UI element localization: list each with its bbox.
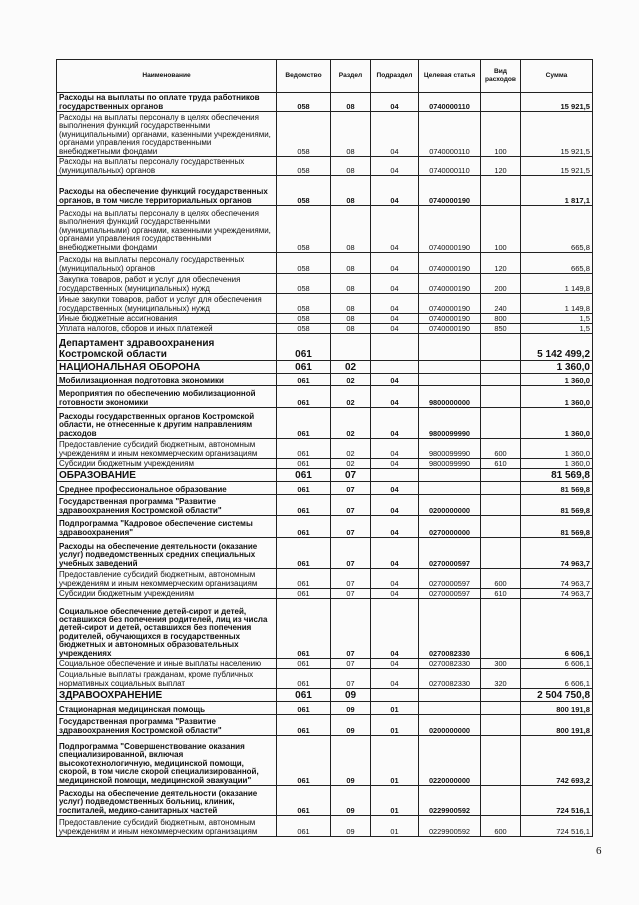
cell-amount: 74 963,7 xyxy=(521,569,593,589)
cell-dept: 061 xyxy=(277,599,331,659)
cell-subsection: 01 xyxy=(371,736,419,786)
cell-subsection: 04 xyxy=(371,589,419,599)
cell-amount: 81 569,8 xyxy=(521,469,593,482)
cell-subsection: 04 xyxy=(371,516,419,538)
cell-name: Закупка товаров, работ и услуг для обеспечения государственных (муниципальных) нужд xyxy=(57,274,277,294)
cell-name: Социальное обеспечение и иные выплаты населению xyxy=(57,659,277,669)
cell-name: Предоставление субсидий бюджетным, автономным учреждениям и иным некоммерческим организациям xyxy=(57,816,277,837)
cell-name: Мобилизационная подготовка экономики xyxy=(57,374,277,386)
table-row xyxy=(57,589,593,599)
cell-amount: 81 569,8 xyxy=(521,482,593,495)
cell-name: НАЦИОНАЛЬНАЯ ОБОРОНА xyxy=(57,361,277,374)
cell-dept: 061 xyxy=(277,786,331,816)
cell-name: Социальные выплаты гражданам, кроме публичных нормативных социальных выплат xyxy=(57,669,277,689)
cell-target: 0740000190 xyxy=(419,294,481,314)
cell-subsection: 01 xyxy=(371,786,419,816)
cell-dept: 058 xyxy=(277,314,331,324)
cell-subsection xyxy=(371,689,419,702)
cell-dept: 061 xyxy=(277,702,331,715)
cell-exp-type xyxy=(481,176,521,206)
table-row xyxy=(57,538,593,569)
cell-amount: 15 921,5 xyxy=(521,112,593,157)
table-row xyxy=(57,253,593,274)
cell-dept: 061 xyxy=(277,569,331,589)
cell-section: 07 xyxy=(331,538,371,569)
cell-name: Мероприятия по обеспечению мобилизационной готовности экономики xyxy=(57,386,277,408)
cell-name: Среднее профессиональное образование xyxy=(57,482,277,495)
cell-exp-type xyxy=(481,386,521,408)
cell-exp-type xyxy=(481,736,521,786)
cell-subsection: 04 xyxy=(371,314,419,324)
cell-dept: 058 xyxy=(277,112,331,157)
table-row xyxy=(57,439,593,459)
cell-name: Иные бюджетные ассигнования xyxy=(57,314,277,324)
cell-section xyxy=(331,334,371,361)
cell-target: 0740000110 xyxy=(419,157,481,176)
cell-target xyxy=(419,689,481,702)
table-row xyxy=(57,361,593,374)
cell-target: 0200000000 xyxy=(419,495,481,516)
cell-target: 0740000190 xyxy=(419,324,481,334)
cell-name: Расходы на выплаты по оплате труда работников государственных органов xyxy=(57,93,277,112)
cell-name: Предоставление субсидий бюджетным, автономным учреждениям и иным некоммерческим организациям xyxy=(57,569,277,589)
cell-subsection: 04 xyxy=(371,294,419,314)
cell-amount: 665,8 xyxy=(521,253,593,274)
cell-subsection: 04 xyxy=(371,538,419,569)
cell-name: Расходы на обеспечение деятельности (оказание услуг) подведомственных средних специальных учебных заведений xyxy=(57,538,277,569)
table-row xyxy=(57,569,593,589)
cell-target: 0740000190 xyxy=(419,176,481,206)
header-section: Раздел xyxy=(331,60,371,93)
cell-dept: 061 xyxy=(277,459,331,469)
cell-section: 07 xyxy=(331,659,371,669)
table-row xyxy=(57,334,593,361)
cell-subsection: 04 xyxy=(371,459,419,469)
cell-name: Подпрограмма "Совершенствование оказания специализированной, включая высокотехнологичную, медицинской помощи, скорой, в том числе скорой специализированной, медицинской помощи, медицинской эвакуации" xyxy=(57,736,277,786)
cell-exp-type xyxy=(481,361,521,374)
cell-dept: 058 xyxy=(277,157,331,176)
cell-subsection: 04 xyxy=(371,93,419,112)
cell-section: 08 xyxy=(331,253,371,274)
cell-amount: 1,5 xyxy=(521,314,593,324)
table-row xyxy=(57,659,593,669)
cell-section: 08 xyxy=(331,157,371,176)
cell-exp-type xyxy=(481,786,521,816)
cell-exp-type: 610 xyxy=(481,589,521,599)
cell-target: 0270082330 xyxy=(419,669,481,689)
cell-section: 09 xyxy=(331,736,371,786)
cell-amount: 81 569,8 xyxy=(521,516,593,538)
cell-dept: 061 xyxy=(277,386,331,408)
table-row xyxy=(57,702,593,715)
cell-target: 0740000190 xyxy=(419,206,481,253)
table-row xyxy=(57,93,593,112)
cell-name: Расходы на выплаты персоналу в целях обеспечения выполнения функций государственными (муниципальными) органами, казенными учреждениями, органами управления государственными внебюджетными фондами xyxy=(57,112,277,157)
cell-dept: 058 xyxy=(277,253,331,274)
cell-amount: 1,5 xyxy=(521,324,593,334)
cell-section: 02 xyxy=(331,459,371,469)
table-row xyxy=(57,324,593,334)
cell-dept: 058 xyxy=(277,274,331,294)
cell-exp-type: 850 xyxy=(481,324,521,334)
cell-name: Государственная программа "Развитие здравоохранения Костромской области" xyxy=(57,495,277,516)
table-row xyxy=(57,689,593,702)
cell-amount: 800 191,8 xyxy=(521,702,593,715)
table-row xyxy=(57,715,593,736)
cell-exp-type xyxy=(481,495,521,516)
cell-dept: 061 xyxy=(277,361,331,374)
cell-name: ЗДРАВООХРАНЕНИЕ xyxy=(57,689,277,702)
cell-subsection: 01 xyxy=(371,715,419,736)
cell-amount: 724 516,1 xyxy=(521,786,593,816)
cell-section: 07 xyxy=(331,482,371,495)
cell-amount: 74 963,7 xyxy=(521,589,593,599)
cell-section: 08 xyxy=(331,93,371,112)
cell-subsection xyxy=(371,334,419,361)
cell-name: Расходы на выплаты персоналу государственных (муниципальных) органов xyxy=(57,157,277,176)
cell-dept: 061 xyxy=(277,469,331,482)
table-row xyxy=(57,482,593,495)
cell-exp-type: 610 xyxy=(481,459,521,469)
header-exp-type: Вид расходов xyxy=(481,60,521,93)
cell-exp-type xyxy=(481,715,521,736)
cell-section: 09 xyxy=(331,816,371,837)
cell-amount: 6 606,1 xyxy=(521,599,593,659)
cell-target: 0229900592 xyxy=(419,786,481,816)
cell-amount: 15 921,5 xyxy=(521,93,593,112)
page-number: 6 xyxy=(596,845,602,857)
cell-amount: 1 360,0 xyxy=(521,459,593,469)
cell-section: 02 xyxy=(331,439,371,459)
cell-amount: 74 963,7 xyxy=(521,538,593,569)
cell-target: 0200000000 xyxy=(419,715,481,736)
cell-amount: 1 149,8 xyxy=(521,294,593,314)
cell-exp-type: 200 xyxy=(481,274,521,294)
table-row xyxy=(57,386,593,408)
cell-target: 9800000000 xyxy=(419,386,481,408)
cell-target xyxy=(419,361,481,374)
cell-amount: 1 360,0 xyxy=(521,439,593,459)
cell-section: 09 xyxy=(331,715,371,736)
cell-name: Расходы на обеспечение функций государственных органов, в том числе территориальных органов xyxy=(57,176,277,206)
cell-subsection: 01 xyxy=(371,702,419,715)
cell-section: 07 xyxy=(331,516,371,538)
cell-exp-type xyxy=(481,408,521,439)
cell-target: 0270000597 xyxy=(419,538,481,569)
cell-section: 08 xyxy=(331,176,371,206)
cell-amount: 1 360,0 xyxy=(521,374,593,386)
cell-section: 08 xyxy=(331,294,371,314)
cell-name: Иные закупки товаров, работ и услуг для обеспечения государственных (муниципальных) нужд xyxy=(57,294,277,314)
cell-dept: 061 xyxy=(277,374,331,386)
cell-exp-type xyxy=(481,516,521,538)
cell-dept: 061 xyxy=(277,689,331,702)
cell-subsection: 04 xyxy=(371,253,419,274)
cell-exp-type: 600 xyxy=(481,569,521,589)
cell-target: 0740000190 xyxy=(419,314,481,324)
cell-exp-type: 300 xyxy=(481,659,521,669)
cell-dept: 058 xyxy=(277,93,331,112)
cell-amount: 15 921,5 xyxy=(521,157,593,176)
cell-section: 07 xyxy=(331,599,371,659)
cell-name: Субсидии бюджетным учреждениям xyxy=(57,589,277,599)
cell-amount: 1 149,8 xyxy=(521,274,593,294)
cell-amount: 1 360,0 xyxy=(521,386,593,408)
budget-table xyxy=(56,59,593,837)
cell-name: Субсидии бюджетным учреждениям xyxy=(57,459,277,469)
cell-exp-type: 100 xyxy=(481,112,521,157)
cell-section: 08 xyxy=(331,206,371,253)
header-subsection: Подраздел xyxy=(371,60,419,93)
cell-exp-type xyxy=(481,482,521,495)
cell-exp-type: 120 xyxy=(481,253,521,274)
cell-exp-type xyxy=(481,689,521,702)
cell-amount: 1 360,0 xyxy=(521,408,593,439)
cell-subsection: 04 xyxy=(371,495,419,516)
cell-subsection: 04 xyxy=(371,324,419,334)
cell-subsection: 04 xyxy=(371,669,419,689)
cell-name: Предоставление субсидий бюджетным, автономным учреждениям и иным некоммерческим организациям xyxy=(57,439,277,459)
cell-dept: 061 xyxy=(277,715,331,736)
table-row xyxy=(57,459,593,469)
table-row xyxy=(57,786,593,816)
cell-exp-type: 800 xyxy=(481,314,521,324)
cell-section: 07 xyxy=(331,495,371,516)
cell-subsection: 04 xyxy=(371,569,419,589)
cell-exp-type xyxy=(481,599,521,659)
cell-target: 0270000597 xyxy=(419,569,481,589)
cell-name: Расходы на обеспечение деятельности (оказание услуг) подведомственных больниц, клиник, госпиталей, медико-санитарных частей xyxy=(57,786,277,816)
cell-amount: 1 360,0 xyxy=(521,361,593,374)
cell-subsection: 04 xyxy=(371,439,419,459)
cell-dept: 061 xyxy=(277,495,331,516)
cell-section: 02 xyxy=(331,408,371,439)
table-row xyxy=(57,206,593,253)
cell-subsection xyxy=(371,469,419,482)
cell-subsection: 04 xyxy=(371,386,419,408)
table-row xyxy=(57,495,593,516)
cell-section: 07 xyxy=(331,569,371,589)
cell-exp-type: 600 xyxy=(481,816,521,837)
cell-name: ОБРАЗОВАНИЕ xyxy=(57,469,277,482)
table-row xyxy=(57,408,593,439)
table-row xyxy=(57,112,593,157)
table-row xyxy=(57,816,593,837)
cell-exp-type xyxy=(481,374,521,386)
cell-section: 09 xyxy=(331,689,371,702)
cell-subsection: 04 xyxy=(371,659,419,669)
cell-amount: 6 606,1 xyxy=(521,659,593,669)
cell-section: 08 xyxy=(331,324,371,334)
cell-dept: 061 xyxy=(277,659,331,669)
cell-dept: 061 xyxy=(277,334,331,361)
cell-target: 9800099990 xyxy=(419,459,481,469)
cell-subsection: 04 xyxy=(371,408,419,439)
cell-exp-type xyxy=(481,538,521,569)
cell-amount: 2 504 750,8 xyxy=(521,689,593,702)
cell-name: Расходы на выплаты персоналу государственных (муниципальных) органов xyxy=(57,253,277,274)
cell-subsection: 01 xyxy=(371,816,419,837)
cell-dept: 061 xyxy=(277,538,331,569)
cell-target: 0740000110 xyxy=(419,93,481,112)
cell-target: 0229900592 xyxy=(419,816,481,837)
cell-target: 9800099990 xyxy=(419,408,481,439)
cell-dept: 061 xyxy=(277,669,331,689)
cell-dept: 061 xyxy=(277,516,331,538)
cell-subsection: 04 xyxy=(371,206,419,253)
cell-dept: 061 xyxy=(277,482,331,495)
table-row xyxy=(57,157,593,176)
cell-dept: 061 xyxy=(277,589,331,599)
cell-dept: 061 xyxy=(277,816,331,837)
cell-section: 07 xyxy=(331,469,371,482)
cell-exp-type xyxy=(481,93,521,112)
cell-section: 08 xyxy=(331,112,371,157)
cell-target: 0740000190 xyxy=(419,253,481,274)
cell-exp-type: 320 xyxy=(481,669,521,689)
cell-exp-type xyxy=(481,334,521,361)
cell-target: 0220000000 xyxy=(419,736,481,786)
cell-name: Стационарная медицинская помощь xyxy=(57,702,277,715)
cell-target xyxy=(419,374,481,386)
cell-amount: 665,8 xyxy=(521,206,593,253)
cell-target: 0270082330 xyxy=(419,659,481,669)
cell-target: 0270000597 xyxy=(419,589,481,599)
cell-target xyxy=(419,482,481,495)
cell-target xyxy=(419,469,481,482)
cell-dept: 058 xyxy=(277,176,331,206)
cell-name: Департамент здравоохранения Костромской области xyxy=(57,334,277,361)
cell-name: Расходы на выплаты персоналу в целях обеспечения выполнения функций государственными (муниципальными) органами, казенными учреждениями, органами управления государственными внебюджетными фондами xyxy=(57,206,277,253)
cell-subsection: 04 xyxy=(371,157,419,176)
cell-amount: 1 817,1 xyxy=(521,176,593,206)
header-amount: Сумма xyxy=(521,60,593,93)
cell-subsection: 04 xyxy=(371,482,419,495)
cell-subsection: 04 xyxy=(371,274,419,294)
cell-section: 02 xyxy=(331,374,371,386)
cell-target: 0740000110 xyxy=(419,112,481,157)
cell-subsection xyxy=(371,361,419,374)
cell-section: 09 xyxy=(331,786,371,816)
cell-exp-type xyxy=(481,702,521,715)
cell-subsection: 04 xyxy=(371,112,419,157)
cell-exp-type: 240 xyxy=(481,294,521,314)
cell-section: 08 xyxy=(331,274,371,294)
cell-section: 08 xyxy=(331,314,371,324)
cell-target: 0270082330 xyxy=(419,599,481,659)
cell-exp-type xyxy=(481,469,521,482)
cell-amount: 6 606,1 xyxy=(521,669,593,689)
cell-target xyxy=(419,702,481,715)
cell-amount: 724 516,1 xyxy=(521,816,593,837)
cell-section: 07 xyxy=(331,669,371,689)
table-row xyxy=(57,669,593,689)
cell-dept: 061 xyxy=(277,736,331,786)
cell-exp-type: 100 xyxy=(481,206,521,253)
table-row xyxy=(57,516,593,538)
table-row xyxy=(57,176,593,206)
cell-section: 07 xyxy=(331,589,371,599)
cell-section: 02 xyxy=(331,386,371,408)
cell-amount: 5 142 499,2 xyxy=(521,334,593,361)
cell-subsection: 04 xyxy=(371,176,419,206)
cell-target xyxy=(419,334,481,361)
header-name: Наименование xyxy=(57,60,277,93)
cell-dept: 058 xyxy=(277,294,331,314)
cell-exp-type: 120 xyxy=(481,157,521,176)
cell-amount: 81 569,8 xyxy=(521,495,593,516)
cell-subsection: 04 xyxy=(371,599,419,659)
cell-name: Государственная программа "Развитие здравоохранения Костромской области" xyxy=(57,715,277,736)
cell-dept: 061 xyxy=(277,408,331,439)
table-row xyxy=(57,374,593,386)
table-row xyxy=(57,294,593,314)
cell-name: Уплата налогов, сборов и иных платежей xyxy=(57,324,277,334)
cell-section: 09 xyxy=(331,702,371,715)
header-target: Целевая статья xyxy=(419,60,481,93)
table-row xyxy=(57,599,593,659)
cell-target: 0740000190 xyxy=(419,274,481,294)
table-body xyxy=(57,93,593,837)
cell-dept: 058 xyxy=(277,324,331,334)
header-dept: Ведомство xyxy=(277,60,331,93)
cell-amount: 742 693,2 xyxy=(521,736,593,786)
cell-target: 9800099990 xyxy=(419,439,481,459)
cell-target: 0270000000 xyxy=(419,516,481,538)
cell-section: 02 xyxy=(331,361,371,374)
table-row xyxy=(57,274,593,294)
table-header-row xyxy=(57,60,593,93)
cell-dept: 058 xyxy=(277,206,331,253)
cell-name: Расходы государственных органов Костромской области, не отнесенные к другим направлениям расходов xyxy=(57,408,277,439)
cell-amount: 800 191,8 xyxy=(521,715,593,736)
cell-name: Подпрограмма "Кадровое обеспечение системы здравоохранения" xyxy=(57,516,277,538)
table-row xyxy=(57,736,593,786)
cell-subsection: 04 xyxy=(371,374,419,386)
table-row xyxy=(57,314,593,324)
cell-exp-type: 600 xyxy=(481,439,521,459)
cell-name: Социальное обеспечение детей-сирот и детей, оставшихся без попечения родителей, лиц из числа детей-сирот и детей, оставшихся без попечения родителей, обучающихся в государственных бюджетных и автономных образовательных учреждениях xyxy=(57,599,277,659)
cell-dept: 061 xyxy=(277,439,331,459)
table-row xyxy=(57,469,593,482)
